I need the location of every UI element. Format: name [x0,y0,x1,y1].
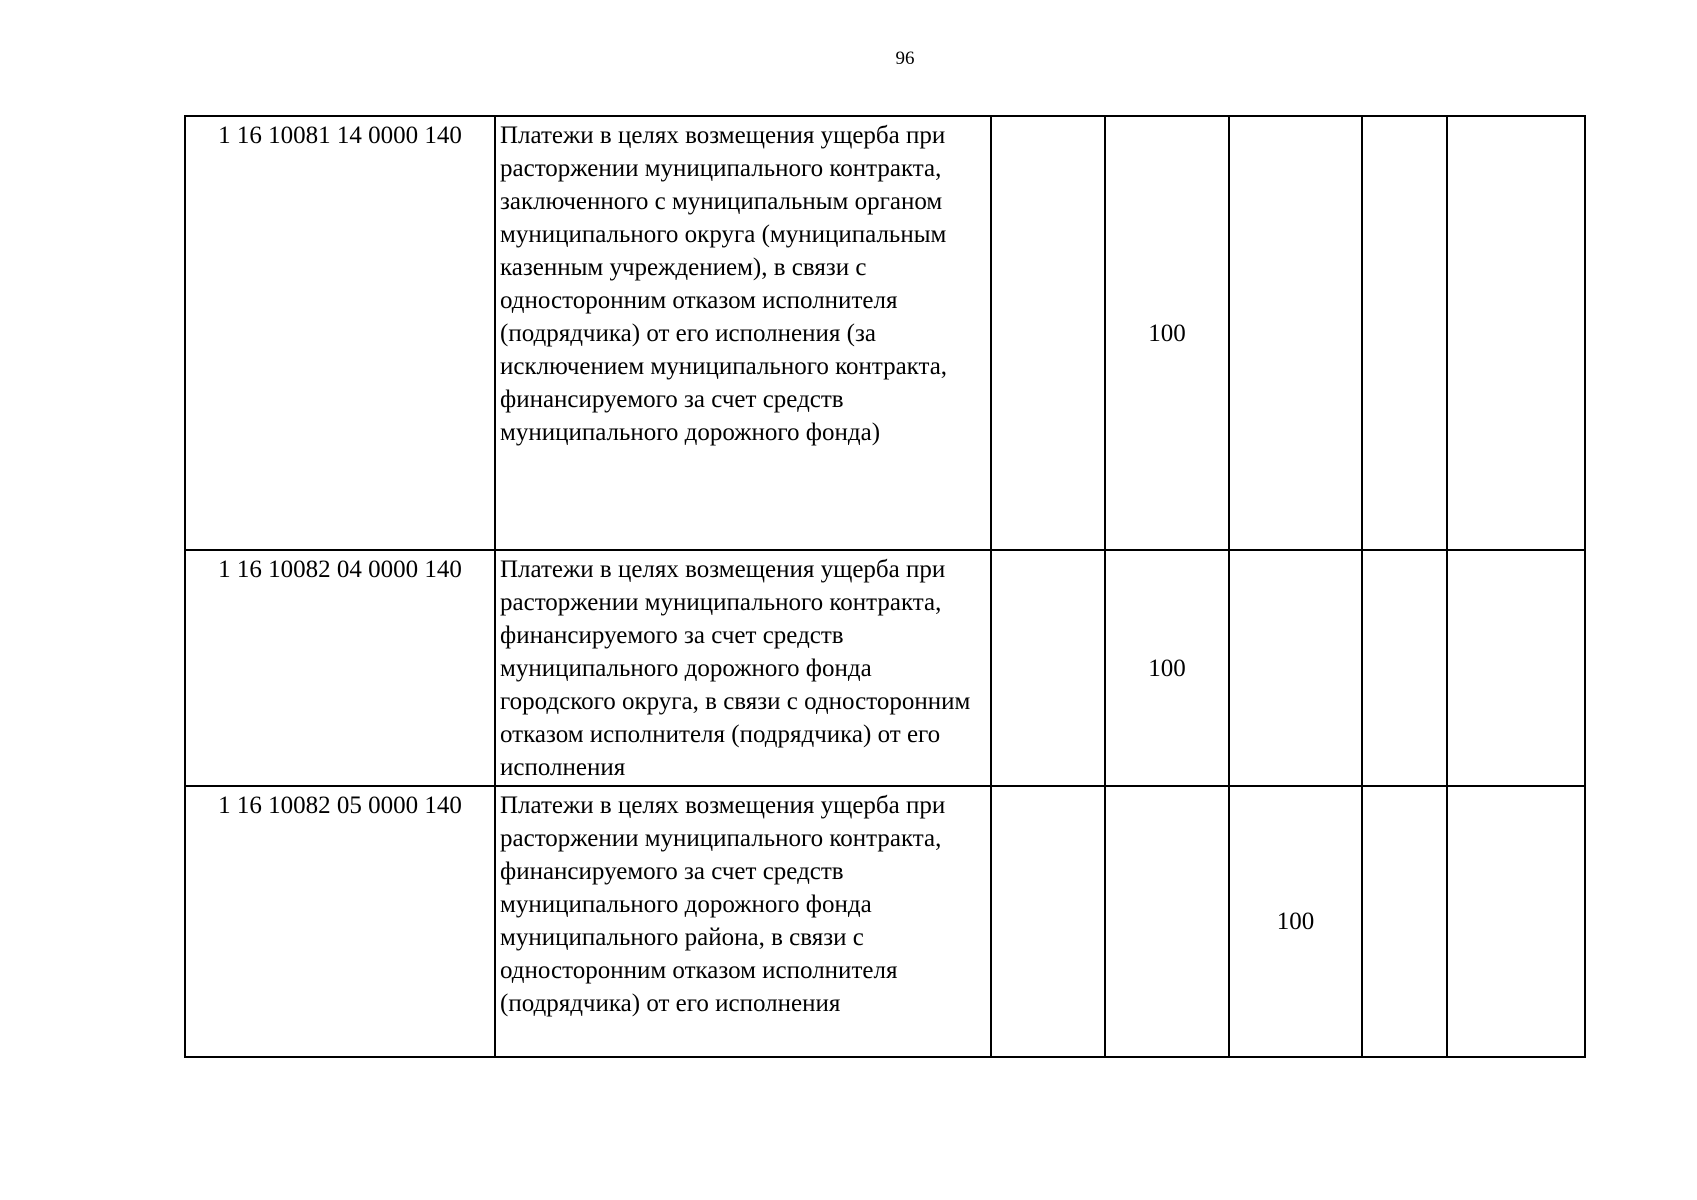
value-cell: 100 [1105,116,1229,550]
revenue-description: Платежи в целях возмещения ущерба при расторжении муниципального контракта, финансируемого за счет средств муниципального дорожного фонда муниципального района, в связи с односторонним отказом исполнителя (подрядчика) от его исполнения [495,786,991,1057]
value-cell [1362,786,1447,1057]
revenue-description: Платежи в целях возмещения ущерба при расторжении муниципального контракта, финансируемого за счет средств муниципального дорожного фонда городского округа, в связи с односторонним отказом исполнителя (подрядчика) от его исполнения [495,550,991,786]
table-row [185,550,1585,786]
value-cell [991,550,1105,786]
value-cell: 100 [1105,550,1229,786]
value-cell [1362,116,1447,550]
revenue-code: 1 16 10082 04 0000 140 [185,550,495,786]
value-cell [991,116,1105,550]
value-cell [1447,116,1585,550]
value-cell [1229,550,1362,786]
revenue-description: Платежи в целях возмещения ущерба при расторжении муниципального контракта, заключенного с муниципальным органом муниципального округа (муниципальным казенным учреждением), в связи с односторонним отказом исполнителя (подрядчика) от его исполнения (за исключением муниципального контракта, финансируемого за счет средств муниципального дорожного фонда) [495,116,991,550]
value-cell [1447,786,1585,1057]
value-cell [991,786,1105,1057]
value-cell [1362,550,1447,786]
value-cell [1105,786,1229,1057]
value-cell [1229,116,1362,550]
revenue-distribution-table [184,115,1586,1058]
value-cell: 100 [1229,786,1362,1057]
revenue-code: 1 16 10082 05 0000 140 [185,786,495,1057]
page-number: 96 [895,48,915,69]
table-row [185,116,1585,550]
table-row [185,786,1585,1057]
revenue-code: 1 16 10081 14 0000 140 [185,116,495,550]
value-cell [1447,550,1585,786]
